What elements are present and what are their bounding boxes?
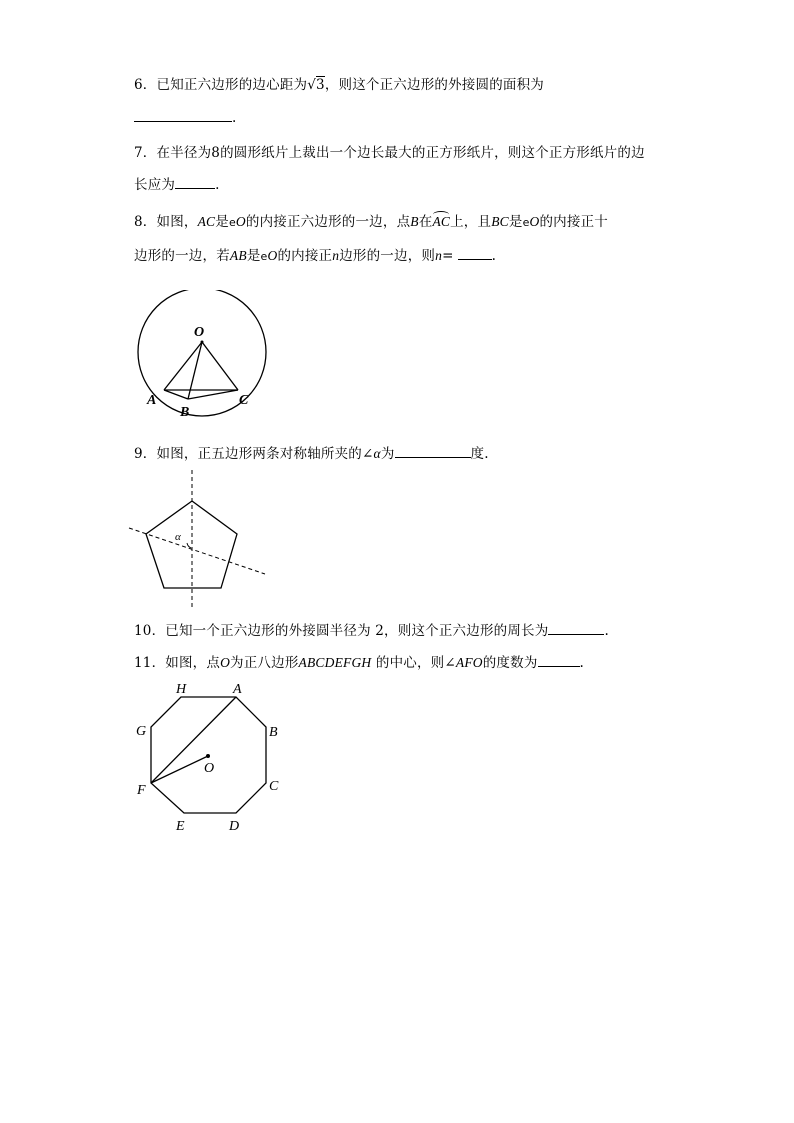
q6-text-post: ，则这个正六边形的外接圆的面积为	[324, 77, 545, 93]
center-point-o	[206, 754, 210, 758]
q11-post: 的度数为	[482, 655, 538, 671]
label-b: B	[269, 725, 278, 740]
label-alpha: α	[175, 531, 181, 543]
question-6-line1	[134, 73, 544, 93]
label-c: C	[269, 779, 279, 794]
question-10-line	[134, 619, 609, 639]
q11-angle: AFO	[455, 655, 483, 670]
segment-oc	[202, 342, 238, 390]
q9-pentagon-figure	[125, 468, 270, 610]
q8-a1: 8．如图，	[134, 214, 198, 230]
q8-a4: 在	[418, 214, 433, 230]
label-a: A	[233, 682, 242, 697]
label-e: E	[176, 819, 185, 834]
q8-o2: O	[529, 214, 540, 229]
q11-end: .	[579, 655, 585, 671]
q8-a5: 上，且	[450, 214, 492, 230]
q8-a6: 是	[508, 214, 523, 230]
q8-a3: 的内接正六边形的一边，点	[245, 214, 411, 230]
circle-symbol: e	[522, 216, 530, 229]
q8-n2: n	[435, 248, 443, 263]
label-o: O	[204, 761, 215, 776]
angle-arc	[187, 543, 191, 548]
answer-blank-11[interactable]	[538, 653, 580, 667]
label-d: D	[229, 819, 240, 834]
q11-mid1: 为正八边形	[230, 655, 299, 671]
q8-o3: O	[267, 248, 278, 263]
q8-b3: 的内接正	[277, 248, 333, 264]
q11-pre: 11．如图，点	[134, 655, 221, 671]
answer-blank-10[interactable]	[548, 621, 604, 635]
q8-b4: 边形的一边，则	[339, 248, 436, 264]
q9-alpha: α	[373, 446, 381, 461]
q8-b1: 边形的一边，若	[134, 248, 230, 264]
arc-mark	[433, 211, 449, 218]
label-h: H	[176, 682, 187, 697]
segment-ab	[164, 390, 188, 399]
q8-end: .	[491, 248, 497, 264]
q6-text-pre: 6．已知正六边形的边心距为	[134, 77, 308, 93]
question-7-line1	[134, 141, 645, 161]
symmetry-axis-oblique	[129, 528, 265, 574]
question-8-line2	[134, 244, 496, 264]
label-a: A	[147, 393, 157, 408]
q8-arc-ac: AC	[432, 214, 450, 229]
answer-blank-8[interactable]	[458, 246, 492, 260]
q7-end: .	[215, 177, 220, 193]
q11-name: ABCDEFGH	[298, 655, 372, 670]
q8-circle-figure	[130, 290, 280, 425]
answer-blank-7[interactable]	[175, 175, 215, 189]
segment-af	[151, 697, 236, 783]
q8-b2: 是	[246, 248, 261, 264]
q8-a2: 是	[215, 214, 229, 230]
q8-eq: =	[442, 248, 454, 264]
q6-sqrt-arg: 3	[316, 77, 325, 93]
q7-text-line2: 长应为	[134, 177, 176, 193]
q9-mid: 为	[380, 446, 395, 462]
q8-ab: AB	[229, 248, 247, 263]
circle-symbol: e	[260, 250, 268, 263]
label-g: G	[136, 724, 147, 739]
answer-blank-9[interactable]	[395, 444, 471, 458]
q8-o1: O	[235, 214, 246, 229]
question-7-line2	[134, 173, 220, 193]
q8-n: n	[332, 248, 340, 263]
segment-fo	[151, 756, 208, 783]
segment-bc	[188, 390, 238, 399]
q11-mid2: 的中心，则∠	[371, 655, 456, 671]
q9-end: 度.	[470, 446, 489, 462]
circle-symbol: e	[228, 216, 236, 229]
q7-text-line1: 7．在半径为8的圆形纸片上裁出一个边长最大的正方形纸片，则这个正方形纸片的边	[134, 145, 645, 161]
question-6-line2	[134, 108, 237, 126]
question-11-line	[134, 651, 584, 671]
q11-o: O	[220, 655, 231, 670]
q9-pre: 9．如图，正五边形两条对称轴所夹的∠	[134, 446, 374, 462]
q8-bc: BC	[491, 214, 509, 229]
label-b: B	[180, 405, 190, 420]
q11-octagon-figure	[130, 678, 290, 838]
q8-b: B	[410, 214, 419, 229]
sqrt-symbol: √	[307, 77, 317, 93]
center-dot	[201, 341, 204, 344]
q10-pre: 10．已知一个正六边形的外接圆半径为 2，则这个正六边形的周长为	[134, 623, 549, 639]
question-8-line1	[134, 210, 608, 230]
label-o: O	[194, 325, 205, 340]
q6-end: .	[232, 110, 237, 126]
question-9-line	[134, 442, 489, 462]
q10-end: .	[604, 623, 609, 639]
q8-ac: AC	[197, 214, 216, 229]
label-c: C	[239, 393, 249, 408]
q8-a7: 的内接正十	[539, 214, 608, 230]
answer-blank-6[interactable]	[134, 108, 232, 122]
label-f: F	[137, 783, 146, 798]
